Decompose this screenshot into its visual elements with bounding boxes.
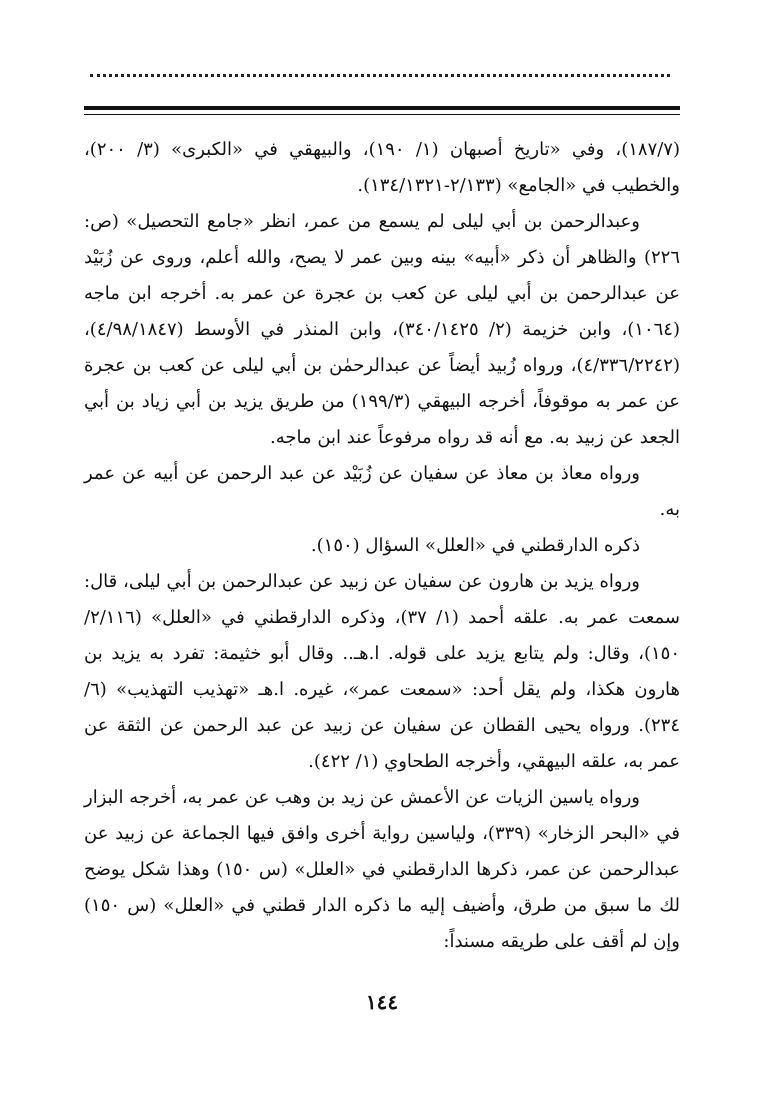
paragraph: ورواه يزيد بن هارون عن سفيان عن زبيد عن عبدالرحمن بن أبي ليلى، قال: سمعت عمر به. علقه أحمد (١/ ٣٧)، وذكره الدارقطني في «العلل» (٢/١١٦/ ١٥٠)، وقال: ولم يتابع يزيد على قوله. ا.هـ.. وقال أبو خثيمة: تفرد به يزيد بن هارون هكذا، ولم يقل أحد: «سمعت عمر»، غيره. ا.هـ «تهذيب التهذيب» (٦/ ٢٣٤). ورواه يحيى القطان عن سفيان عن زبيد عن عبد الرحمن عن الثقة عن عمر به، علقه البيهقي، وأخرجه الطحاوي (١/ ٤٢٢). xyxy=(84,571,680,772)
body-text xyxy=(84,132,680,960)
header-rule-thin xyxy=(84,114,680,115)
paragraph: ذكره الدارقطني في «العلل» السؤال (١٥٠). xyxy=(310,535,640,556)
paragraph: وعبدالرحمن بن أبي ليلى لم يسمع من عمر، انظر «جامع التحصيل» (ص: ٢٢٦) والظاهر أن ذكر «أبيه» بينه وبين عمر لا يصح، والله أعلم، وروى عن زُبَيْد عن عبدالرحمن بن أبي ليلى عن كعب بن عجرة عن عمر به. أخرجه ابن ماجه (١٠٦٤)، وابن خزيمة (٢/ ٣٤٠/١٤٢٥)، وابن المنذر في الأوسط (٤/٩٨/١٨٤٧)، (٤/٣٣٦/٢٢٤٢)، ورواه زُبيد أيضاً عن عبدالرحمٰن بن أبي ليلى عن كعب بن عجرة عن عمر به موقوفاً، أخرجه البيهقي (١٩٩/٣) من طريق يزيد بن أبي زياد بن أبي الجعد عن زبيد به. مع أنه قد رواه مرفوعاً عند ابن ماجه. xyxy=(84,211,680,448)
page-number: ١٤٤ xyxy=(365,990,399,1014)
paragraph: ورواه معاذ بن معاذ عن سفيان عن زُبَيْد عن عبد الرحمن عن أبيه عن عمر به. xyxy=(84,463,680,520)
paragraph: ورواه ياسين الزيات عن الأعمش عن زيد بن وهب عن عمر به، أخرجه البزار في «البحر الزخار» (٣٣٩)، ولياسين رواية أخرى وافق فيها الجماعة عن زبيد عن عبدالرحمن عن عمر، ذكرها الدارقطني في «العلل» (س ١٥٠) وهذا شكل يوضح لك ما سبق من طرق، وأضيف إليه ما ذكره الدار قطني في «العلل» (س ١٥٠) وإن لم أقف على طريقه مسنداً: xyxy=(84,787,681,952)
header-rule-thick xyxy=(84,106,680,110)
paragraph: (١٨٧/٧)، وفي «تاريخ أصبهان (١/ ١٩٠)، والبيهقي في «الكبرى» (٣/ ٢٠٠)، والخطيب في «الجامع» (٢/١٣٣-١٣٤/١٣٢١). xyxy=(84,139,681,196)
dotted-separator xyxy=(90,74,670,77)
